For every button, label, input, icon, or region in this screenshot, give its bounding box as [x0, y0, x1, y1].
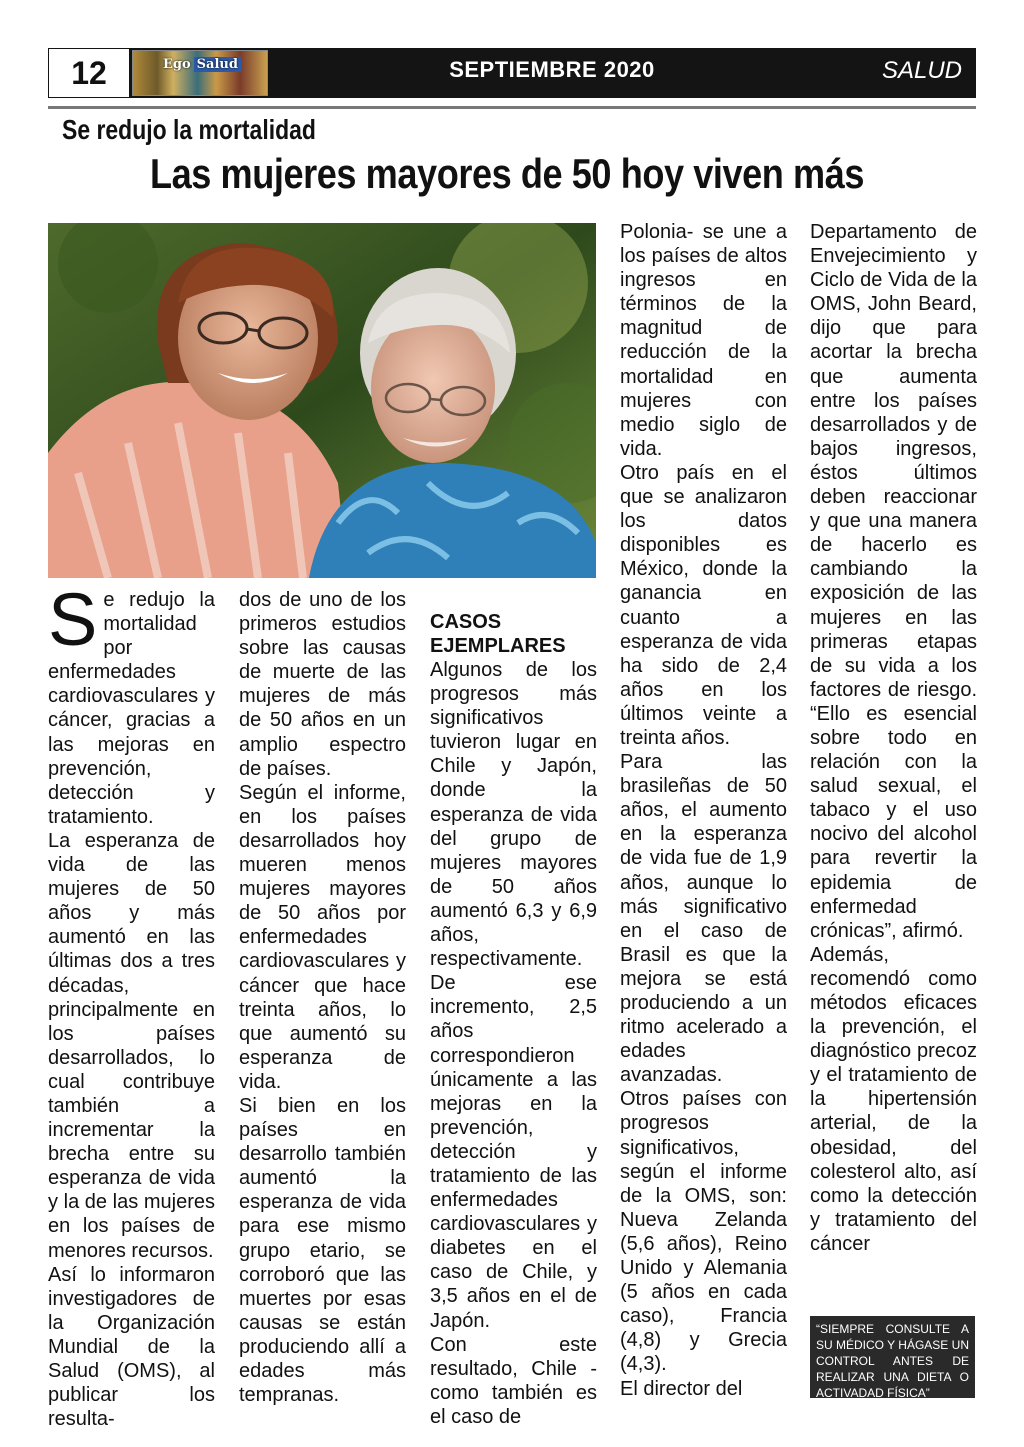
- two-women-photo: [48, 223, 596, 578]
- article-column-3: [430, 610, 597, 1429]
- article-photo: [48, 223, 596, 578]
- paragraph: Algunos de los progresos más significativos tuvieron lugar en Chile y Japón, donde la esperanza de vida del grupo de mujeres mayores de 50 años aumentó 6,3 y 6,9 años, respectivamente.: [430, 659, 597, 971]
- issue-date: SEPTIEMBRE 2020: [449, 57, 655, 82]
- drop-cap: S: [48, 578, 98, 661]
- article-column-4: [620, 220, 787, 1401]
- paragraph: Otros países con progresos significativos, según el informe de la OMS, son: Nueva Zelanda (5,6 años), Reino Unido y Alemania (5 años en cada caso), Francia (4,8) y Grecia (4,3).: [620, 1088, 787, 1376]
- logo-text-badge: Salud: [194, 57, 241, 72]
- paragraph: Polonia- se une a los países de altos ingresos en términos de la magnitud de reducción de la mortalidad en mujeres con medio siglo de vida.: [620, 221, 787, 460]
- paragraph: dos de uno de los primeros estudios sobre las causas de muerte de las mujeres de más de 50 años en un amplio espectro de países.: [239, 589, 406, 780]
- page-number: 12: [48, 48, 130, 98]
- paragraph: El director del: [620, 1377, 743, 1400]
- logo-text: [163, 57, 241, 72]
- section-subhead: CASOS EJEMPLARES: [430, 611, 566, 657]
- paragraph: De ese incremento, 2,5 años correspondieron únicamente a las mejoras en la prevención, detección y tratamiento de las enfermedades cardiovasculares y diabetes en el caso de Chile, y 3,5 años en el de Japón.: [430, 972, 597, 1332]
- article-headline: Las mujeres mayores de 50 hoy viven más: [150, 150, 865, 197]
- header-rule: [48, 106, 976, 109]
- article-kicker: Se redujo la mortalidad: [62, 114, 316, 145]
- paragraph: Con este resultado, Chile -como también es el caso de: [430, 1333, 597, 1428]
- section-name: SALUD: [881, 57, 962, 84]
- paragraph: Según el informe, en los países desarrollados hoy mueren menos mujeres mayores de 50 años por enfermedades cardiovasculares y cáncer que hace treinta años, lo que aumentó su esperanza de vida.: [239, 781, 406, 1093]
- paragraph: Además, recomendó como métodos eficaces la prevención, el diagnóstico precoz y el tratamiento de la hipertensión arterial, de la obesidad, del colesterol alto, así como la detección y tratamiento del cáncer: [810, 943, 977, 1255]
- paragraph: Para las brasileñas de 50 años, el aumento en la esperanza de vida fue de 1,9 años, aunque lo más significativo en el caso de Brasil es que la mejora se está produciendo a un ritmo acelerado a edades avanzadas.: [620, 751, 787, 1087]
- paragraph: Así lo informaron investigadores de la Organización Mundial de la Salud (OMS), al publicar los resulta-: [48, 1263, 215, 1431]
- callout-box: “SIEMPRE CONSULTE A SU MÉDICO Y HÁGASE UN CONTROL ANTES DE REALIZAR UNA DIETA O ACTIVADAD FÍSICA”: [810, 1316, 975, 1398]
- paragraph: e redujo la mortalidad por enfermedades cardiovasculares y cáncer, gracias a las mejoras en prevención, detección y tratamiento.: [48, 589, 215, 828]
- masthead-bar: [48, 48, 976, 98]
- logo-text-main: Ego: [163, 57, 191, 72]
- paragraph: Otro país en el que se analizaron los datos disponibles es México, donde la ganancia en cuanto a esperanza de vida ha sido de 2,4 años en los últimos veinte a treinta años.: [620, 461, 787, 749]
- article-column-1: [48, 578, 215, 1431]
- article-column-2: [239, 588, 406, 1407]
- article-column-5: [810, 220, 977, 1256]
- paragraph: Si bien en los países en desarrollo también aumentó la esperanza de vida para ese mismo grupo etario, se corroboró que las muertes por esas causas se están produciendo allí a edades más tempranas.: [239, 1094, 406, 1407]
- ego-salud-logo: [132, 50, 268, 96]
- paragraph: La esperanza de vida de las mujeres de 50 años y más aumentó en las últimas dos a tres décadas, principalmente en los países desarrollados, lo cual contribuye también a incrementar la brecha entre su esperanza de vida y la de las mujeres en los países de menores recursos.: [48, 829, 215, 1262]
- paragraph: Departamento de Envejecimiento y Ciclo de Vida de la OMS, John Beard, dijo que para acortar la brecha que aumenta entre los países desarrollados y de bajos ingresos, éstos últimos deben reaccionar y que una manera de hacerlo es cambiando la exposición de las mujeres en las primeras etapas de su vida a los factores de riesgo. “Ello es esencial sobre todo en relación con la salud sexual, el tabaco y el uso nocivo del alcohol para revertir la epidemia de enfermedad crónicas”, afirmó.: [810, 221, 977, 942]
